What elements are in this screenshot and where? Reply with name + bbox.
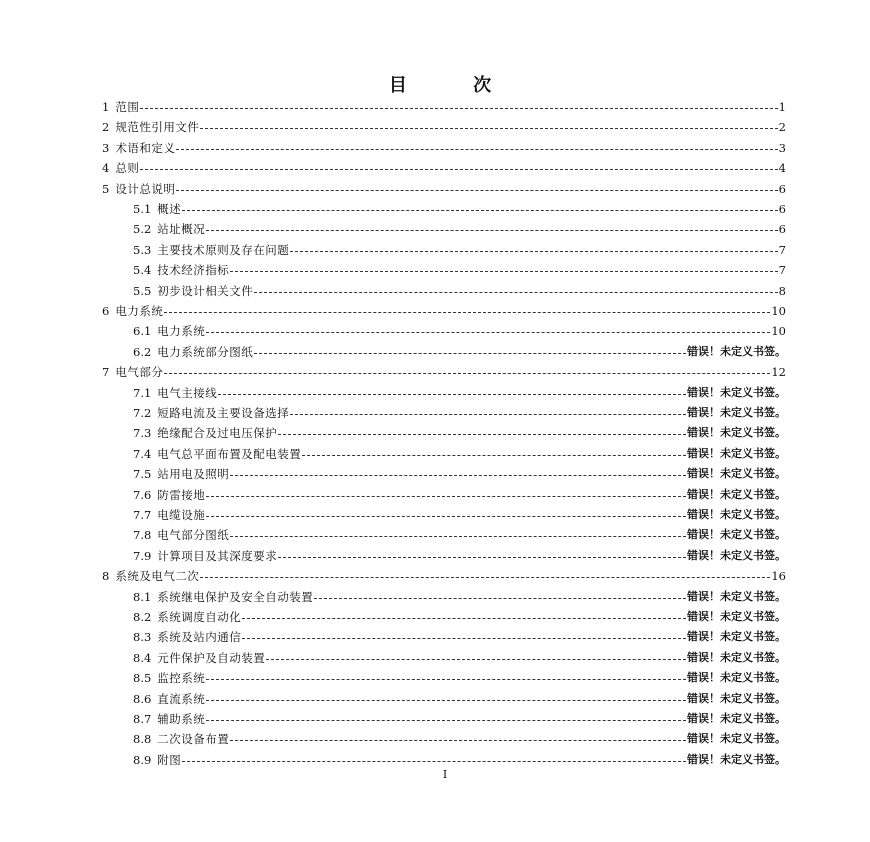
toc-entry-number: 8.3: [133, 630, 152, 645]
toc-entry-number: 8.5: [133, 671, 152, 686]
toc-entry-number: 4: [102, 161, 110, 176]
toc-entry-number: 6.2: [133, 344, 152, 359]
toc-entry-error-text: 错误！未定义书签。: [687, 487, 786, 501]
toc-entry[interactable]: [102, 362, 786, 382]
page-title: 目 次: [388, 75, 522, 96]
toc-entry-error-text: 错误！未定义书签。: [687, 344, 786, 358]
toc-entry-label: 技术经济指标: [157, 263, 230, 278]
toc-entry-label: 绝缘配合及过电压保护: [157, 426, 278, 441]
toc-entry-error-text: 错误！未定义书签。: [687, 712, 786, 725]
toc-entry-number: 1: [102, 100, 110, 114]
toc-leader-dots: [242, 607, 686, 627]
toc-leader-dots: [254, 342, 686, 362]
toc-entry[interactable]: [133, 423, 786, 443]
toc-entry-error-text: 错误！未定义书签。: [687, 508, 786, 521]
toc-entry[interactable]: [133, 729, 786, 749]
toc-leader-dots: [206, 219, 777, 239]
toc-entry-error-text: 错误！未定义书签。: [687, 426, 786, 440]
toc-entry-error-text: 错误！未定义书签。: [687, 691, 786, 705]
toc-entry-number: 8: [102, 569, 110, 584]
toc-leader-dots: [182, 199, 777, 219]
toc-entry-label: 站址概况: [157, 222, 206, 237]
toc-entry-page: 4: [778, 161, 786, 176]
toc-entry-label: 防雷接地: [157, 487, 206, 502]
toc-leader-dots: [302, 444, 686, 464]
toc-entry-number: 7.5: [133, 467, 152, 482]
toc-entry-error-text: 错误！未定义书签。: [687, 650, 786, 664]
toc-leader-dots: [182, 750, 686, 770]
toc-entry-error-text: 错误！未定义书签。: [687, 589, 786, 603]
toc-leader-dots: [176, 138, 777, 158]
toc-entry[interactable]: [133, 525, 786, 545]
toc-entry-page: 7: [778, 263, 786, 278]
toc-entry-error-text: 错误！未定义书签。: [687, 548, 786, 562]
toc-entry-error-text: 错误！未定义书签。: [687, 671, 786, 685]
toc-entry-number: 7.3: [133, 426, 152, 441]
toc-entry-label: 总则: [115, 161, 140, 176]
toc-entry[interactable]: [133, 546, 786, 566]
toc-entry-label: 电气总平面布置及配电装置: [157, 446, 302, 461]
toc-entry-label: 系统继电保护及安全自动装置: [157, 589, 314, 604]
toc-entry-number: 7.8: [133, 528, 152, 543]
toc-entry-label: 设计总说明: [115, 181, 176, 196]
toc-entry-page: 12: [771, 365, 786, 380]
toc-leader-dots: [290, 403, 686, 423]
toc-leader-dots: [290, 240, 777, 260]
toc-entry-page: 7: [778, 242, 786, 257]
toc-leader-dots: [206, 485, 686, 505]
toc-entry-label: 电气部分图纸: [157, 528, 230, 543]
toc-leader-dots: [230, 729, 686, 749]
toc-leader-dots: [206, 505, 686, 525]
toc-entry-page: 1: [778, 100, 786, 114]
toc-leader-dots: [164, 362, 770, 382]
toc-entry[interactable]: [102, 566, 786, 586]
toc-entry-number: 5.3: [133, 242, 152, 257]
toc-entry-error-text: 错误！未定义书签。: [687, 406, 786, 419]
toc-entry[interactable]: [133, 689, 786, 709]
toc-entry-label: 短路电流及主要设备选择: [157, 406, 290, 420]
toc-entry-number: 5.4: [133, 263, 152, 278]
toc-leader-dots: [230, 464, 686, 484]
toc-leader-dots: [278, 423, 686, 443]
toc-entry[interactable]: [133, 485, 786, 505]
toc-entry-error-text: 错误！未定义书签。: [687, 385, 786, 399]
toc-entry-page: 6: [778, 181, 786, 196]
toc-entry[interactable]: [133, 219, 786, 239]
toc-entry-label: 电气部分: [115, 365, 164, 380]
toc-leader-dots: [254, 281, 777, 301]
toc-leader-dots: [176, 179, 777, 199]
toc-leader-dots: [140, 97, 777, 117]
toc-leader-dots: [140, 158, 777, 178]
toc-entry-label: 监控系统: [157, 671, 206, 686]
toc-entry-number: 8.9: [133, 752, 152, 767]
toc-entry-error-text: 错误！未定义书签。: [687, 752, 786, 766]
toc-entry[interactable]: [133, 505, 786, 525]
toc-entry-number: 7.7: [133, 508, 152, 522]
toc-entry-label: 系统调度自动化: [157, 610, 242, 624]
toc-leader-dots: [230, 525, 686, 545]
toc-leader-dots: [230, 260, 777, 280]
toc-entry-error-text: 错误！未定义书签。: [687, 610, 786, 623]
toc-entry-page: 10: [771, 304, 786, 318]
toc-entry-number: 7.2: [133, 406, 152, 420]
toc-entry-page: 8: [778, 283, 786, 298]
toc-entry-number: 5.5: [133, 283, 152, 298]
toc-leader-dots: [242, 627, 686, 647]
toc-entry-number: 8.6: [133, 691, 152, 706]
toc-entry-number: 6.1: [133, 324, 152, 339]
toc-entry-label: 概述: [157, 202, 182, 216]
toc-entry[interactable]: [102, 158, 786, 178]
toc-entry[interactable]: [133, 648, 786, 668]
toc-entry[interactable]: [133, 444, 786, 464]
toc-entry-number: 2: [102, 120, 110, 135]
toc-entry[interactable]: [133, 750, 786, 770]
toc-entry-error-text: 错误！未定义书签。: [687, 467, 786, 481]
toc-entry[interactable]: [133, 260, 786, 280]
toc-entry[interactable]: [133, 627, 786, 647]
toc-entry-page: 6: [778, 202, 786, 216]
toc-entry-number: 7: [102, 365, 110, 380]
toc-entry[interactable]: [102, 179, 786, 199]
toc-leader-dots: [206, 321, 770, 341]
toc-entry-label: 直流系统: [157, 691, 206, 706]
toc-entry-number: 3: [102, 140, 110, 155]
toc-entry[interactable]: [133, 403, 786, 423]
toc-entry-label: 系统及电气二次: [115, 569, 200, 584]
toc-entry-label: 电力系统: [115, 304, 164, 318]
toc-leader-dots: [278, 546, 686, 566]
toc-entry-number: 5.2: [133, 222, 152, 237]
toc-entry[interactable]: [133, 607, 786, 627]
toc-leader-dots: [218, 383, 686, 403]
toc-entry-label: 站用电及照明: [157, 467, 230, 482]
toc-leader-dots: [206, 709, 686, 729]
toc-entry-label: 范围: [115, 100, 140, 114]
toc-leader-dots: [206, 668, 686, 688]
toc-entry-label: 初步设计相关文件: [157, 283, 254, 298]
toc-entry-number: 6: [102, 304, 110, 318]
toc-entry[interactable]: [133, 464, 786, 484]
toc-entry-label: 规范性引用文件: [115, 120, 200, 135]
toc-entry[interactable]: [133, 668, 786, 688]
toc-entry[interactable]: [102, 138, 786, 158]
toc-entry-page: 6: [778, 222, 786, 237]
toc-entry[interactable]: [133, 587, 786, 607]
page-number: I: [442, 768, 448, 781]
toc-entry-number: 5: [102, 181, 110, 196]
toc-entry-number: 7.1: [133, 385, 152, 400]
toc-entry-page: 3: [778, 140, 786, 155]
toc-entry-number: 7.4: [133, 446, 152, 461]
toc-entry[interactable]: [133, 321, 786, 341]
toc-entry-label: 电力系统: [157, 324, 206, 339]
toc-entry-number: 8.4: [133, 650, 152, 665]
toc-entry-label: 电缆设施: [157, 508, 206, 522]
toc-entry-number: 8.2: [133, 610, 152, 624]
toc-entry-error-text: 错误！未定义书签。: [687, 528, 786, 542]
toc-leader-dots: [314, 587, 686, 607]
toc-entry-label: 附图: [157, 752, 182, 767]
toc-entry[interactable]: [102, 117, 786, 137]
toc-entry-error-text: 错误！未定义书签。: [687, 446, 786, 460]
toc-entry[interactable]: [133, 709, 786, 729]
toc-entry-label: 主要技术原则及存在问题: [157, 242, 290, 257]
toc-entry-label: 二次设备布置: [157, 732, 230, 747]
toc-entry[interactable]: [102, 301, 786, 321]
toc-entry-number: 8.8: [133, 732, 152, 747]
toc-entry[interactable]: [133, 383, 786, 403]
toc-entry-label: 辅助系统: [157, 712, 206, 726]
toc-entry-number: 8.7: [133, 712, 152, 726]
toc-entry-page: 16: [771, 569, 786, 584]
toc-entry-error-text: 错误！未定义书签。: [687, 732, 786, 746]
toc-entry-number: 5.1: [133, 202, 152, 216]
toc-entry[interactable]: [102, 97, 786, 117]
toc-entry[interactable]: [133, 240, 786, 260]
toc-entry-label: 计算项目及其深度要求: [157, 548, 278, 563]
toc-leader-dots: [266, 648, 686, 668]
toc-entry[interactable]: [133, 281, 786, 301]
toc-entry-number: 7.6: [133, 487, 152, 502]
toc-entry-label: 系统及站内通信: [157, 630, 242, 645]
toc-entry[interactable]: [133, 199, 786, 219]
toc-entry-page: 10: [771, 324, 786, 339]
toc-entry-number: 7.9: [133, 548, 152, 563]
toc-entry-error-text: 错误！未定义书签。: [687, 630, 786, 644]
toc-leader-dots: [200, 566, 770, 586]
toc-entry-page: 2: [778, 120, 786, 135]
toc-entry-number: 8.1: [133, 589, 152, 604]
toc-entry-label: 术语和定义: [115, 140, 176, 155]
toc-entry-label: 元件保护及自动装置: [157, 650, 266, 665]
toc-entry-label: 电气主接线: [157, 385, 218, 400]
toc-entry-label: 电力系统部分图纸: [157, 344, 254, 359]
toc-leader-dots: [206, 689, 686, 709]
toc-entry[interactable]: [133, 342, 786, 362]
toc-leader-dots: [200, 117, 777, 137]
toc-leader-dots: [164, 301, 770, 321]
